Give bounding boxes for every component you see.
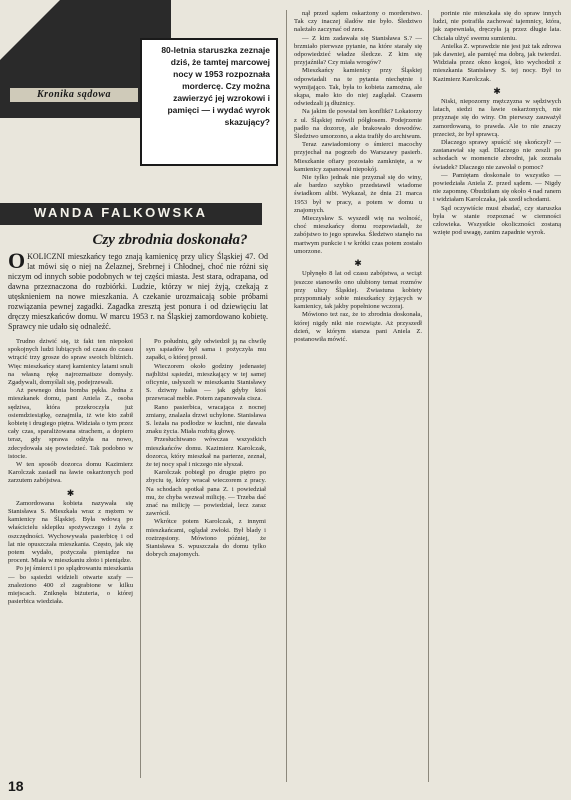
paragraph: — Pamiętam doskonale to wszystko — powiedziała Aniela Z. przed sądem. — Nigdy nie zapomnę. Obudziłam się około 4 nad ranem i widziałam Karolczaka, jak szedł schodami. (433, 171, 561, 204)
paragraph: Teraz zawiadomiony o śmierci macochy przyjechał na pogrzeb do Warszawy pasierb. Mieszkanie ofiary pozostało zamknięte, a w kamienicy zapanował niepokój. (294, 141, 422, 173)
paragraph: Na jakim tle powstał ten konflikt? Lokatorzy z ul. Śląskiej mówili półgłosem. Podejrzenie padło na dozorcę, ale brakowało dowodów. Śledztwo umorzono, a akta trafiły do archiwum. (294, 108, 422, 141)
lead-text: 80-letnia staruszka zeznaje dziś, że tamtej marcowej nocy w 1953 rozpoznała mordercę. Czy można zawierzyć jej wzrokowi i pamięci — i wydać wyrok skazujący? (161, 45, 270, 127)
corner-decoration (0, 0, 60, 60)
paragraph: Zamordowana kobieta nazywała się Stanisława S. Mieszkała wraz z mężem w kamienicy na Śląskiej. Była wdową po właścicielu sklepiku spożywczego i żyła z oszczędności. Wychowywała pasierbicę i od lat nie opuszczała mieszkania. Często, jak się potem wydało, pożyczała pieniądze na procent. Miała w mieszkaniu złoto i pieniądze. (8, 499, 133, 565)
paragraph: Po południu, gdy odwiedził ją na chwilę syn sąsiadów był sama i pożyczyła mu zapałki, o której prosił. (146, 338, 266, 362)
paragraph: Wieczorem około godziny jedenastej najbliżsi sąsiedzi, mieszkający w tej samej oficynie, usłyszeli w mieszkaniu Stanisławy S. dziwny hałas — jak gdyby ktoś przewracał meble. Potem zapanowała cisza. (146, 362, 266, 403)
drop-cap: O (8, 248, 26, 273)
paragraph: Przesłuchiwano wówczas wszystkich mieszkańców domu. Kazimierz Karolczak, dozorca, który mieszkał na parterze, zeznał, że tej nocy spał i niczego nie słyszał. (146, 436, 266, 469)
section-label: Kronika sądowa (10, 88, 138, 102)
paragraph: Niski, niepozorny mężczyzna w sędziwych latach, siedzi na ławie oskarżonych, nie przyznaje się do winy. On pierwszy zauważył zamordowaną, to prawda. Ale to nie znaczy przecież, że był sprawcą. (433, 98, 561, 138)
paragraph: porinie nie mieszkała się do spraw innych ludzi, nie potrafiła zachować tajemnicy, która, jak zapewniała, dręczyła ją przez długie lata. Chciała ulżyć swemu sumieniu. (433, 10, 561, 42)
paragraph: Rano pasierbica, wracająca z nocnej zmiany, znalazła drzwi uchylone. Stanisława S. leżała na podłodze w kuchni, nie dawała znaku życia. Miała rozbitą głowę. (146, 403, 266, 436)
paragraph: W ten sposób dozorca domu Kazimierz Karolczak zasiadł na ławie oskarżonych pod zarzutem zabójstwa. (8, 461, 133, 485)
article-headline: Czy zbrodnia doskonała? (92, 232, 248, 248)
column-divider (428, 10, 429, 782)
column-divider (140, 338, 141, 778)
paragraph: Karolczak pobiegł po drugie piętro po zbyciu tę, który wracał wieczorem z pracy. Na schodach spotkał pana Z. i powiedział mu, że chyba wezwał milicję. — Trzeba dać znać na milicję — powiedział, lecz zaraz zawrócił. (146, 469, 266, 518)
section-star: ✱ (493, 85, 501, 96)
intro-paragraph (8, 248, 268, 332)
section-star: ✱ (354, 258, 362, 269)
column-divider (286, 10, 287, 782)
text-column-4 (433, 10, 561, 782)
author-name: WANDA FALKOWSKA (34, 205, 208, 220)
paragraph: Po jej śmierci i po splądrowaniu mieszkania — bo sąsiedzi widzieli otwarte szafy — znaleziono 400 zł zagrabione w kilku miejscach. Zniknęła biżuteria, o której pasierbica wiedziała. (8, 565, 133, 606)
paragraph: Mieszkańcy kamienicy przy Śląskiej odpowiadali na te pytania niechętnie i wymijająco. Tak, była to kobieta zamożna, ale skąpa, mało kto do niej zaglądał. Czasem odwiedzali ją dłużnicy. (294, 67, 422, 108)
paragraph: Upłynęło 8 lat od czasu zabójstwa, a wciąż jeszcze stanowiło ono ulubiony temat rozmów przy ulicy Śląskiej. Żwiastuna kobiety przypomniały sobie mieszkańcy żyjących w kamienicy, tak jakby popełnione wczoraj. (294, 270, 422, 311)
paragraph: Mieczysław S. wyszedł wię na wolność, choć mieszkańcy domu rozpowiadali, że zabójstwo to jego sprawka. Śledztwo stanęło na martwym punkcie i w krótki czas potem zostało umorzone. (294, 215, 422, 255)
paragraph: Trudno dziwić się, iż fakt ten niepokoi spokojnych ludzi lubiących od czasu do czasu wtrącić trzy grosze do spraw swoich bliźnich. Więc mieszkańcy starej kamienicy latami snuli na własną rękę najrozmaitsze domysły. Zgadywali, domyślali się, podejrzewali. (8, 338, 133, 387)
text-column-1 (8, 338, 133, 778)
paragraph: — Z kim zadawała się Stanisława S.? — brzmiało pierwsze pytanie, na które starały się odpowiedzieć władze śledcze. Z kim się przyjaźniła? Czy miała wrogów? (294, 34, 422, 67)
intro-text: KOLICZNI mieszkańcy tego znają kamienicę przy ulicy Śląskiej 47. Od lat mówi się o niej na Żelaznej, Srebrnej i Chłodnej, choć nie różni się niczym od innych sobie podobnych w tej części miasta. Jest stara, odrapana, od dawna przeznaczona do rozbiórki. Ludzie, którzy w niej żyją, czekają z utęsknieniem na nowe mieszkania. A czekanie urozmaicają sobie próbami rozwiązania pewnej zagadki. Zagadka zresztą jest ponura i od dziewięciu lat dręczy mieszkańców domu. W marcu 1953 r. na Śląskiej zamordowano kobietę. Sprawcy nie udało się odnaleźć. (8, 252, 268, 331)
paragraph: nął przed sądem oskarżony o morderstwo. Tak czy inaczej śladów nie było. Śledztwo należało zaczynać od zera. (294, 10, 422, 34)
page-number: 18 (8, 778, 24, 794)
paragraph: Nie tylko jednak nie przyznał się do winy, ale bardzo szybko przedstawił wiadome świadkom alibi. Wykazał, że dnia 21 marca 1953 był w pracy, a potem w domu u znajomych. (294, 174, 422, 214)
text-column-2 (146, 338, 266, 778)
paragraph: Mówiono też raz, że to zbrodnia doskonała, której nigdy nikt nie rozwiąże. Aż przyszedł dzień, w którym starsza pani Aniela Z. postanowiła mówić. (294, 311, 422, 343)
text-column-3 (294, 10, 422, 782)
paragraph: Wkrótce potem Karolczak, z innymi mieszkańcami, oglądał zwłoki. Był blady i roztrzęsiony. Mówiono później, że Stanisława S. wpuszczała do domu tylko dobrych znajomych. (146, 518, 266, 559)
paragraph: Anielka Z. wprawdzie nie jest już tak zdrowa jak dawniej, ale pamięć ma dobrą, jak twierdzi. Widziała przez okno kogoś, kto wychodził z mieszkania Stanisławy S. tej nocy. Był to Kazimierz Karolczak. (433, 42, 561, 83)
section-star: ✱ (66, 487, 75, 498)
paragraph: Aż pewnego dnia bomba pękła. Jedna z mieszkanek domu, pani Aniela Z., osoba sędziwa, która przekroczyła już osiemdziesiątkę, oznajmiła, iż wie kto zabił kobietę i drugiego piętra. Widziała o tym przez cały czas, sparaliżowana strachem, a dopiero teraz, gdy sprawa odżyła na nowo, zdecydowała się powiedzieć. Tak podobno w istocie. (8, 387, 133, 460)
paragraph: Dlaczego sprawy spuścić się skończył? — zastanawiał się sąd. Dlaczego nie zeszli po schodach w momencie zbrodni, jak zeznała świadek? Dlaczego nie zawołał o pomoc? (433, 139, 561, 171)
paragraph: Sąd oczywiście musi zbadać, czy staruszka była w stanie rozpoznać w ciemności człowieka. Wszystkie okoliczności zostaną wzięte pod uwagę, zanim zapadnie wyrok. (433, 204, 561, 237)
